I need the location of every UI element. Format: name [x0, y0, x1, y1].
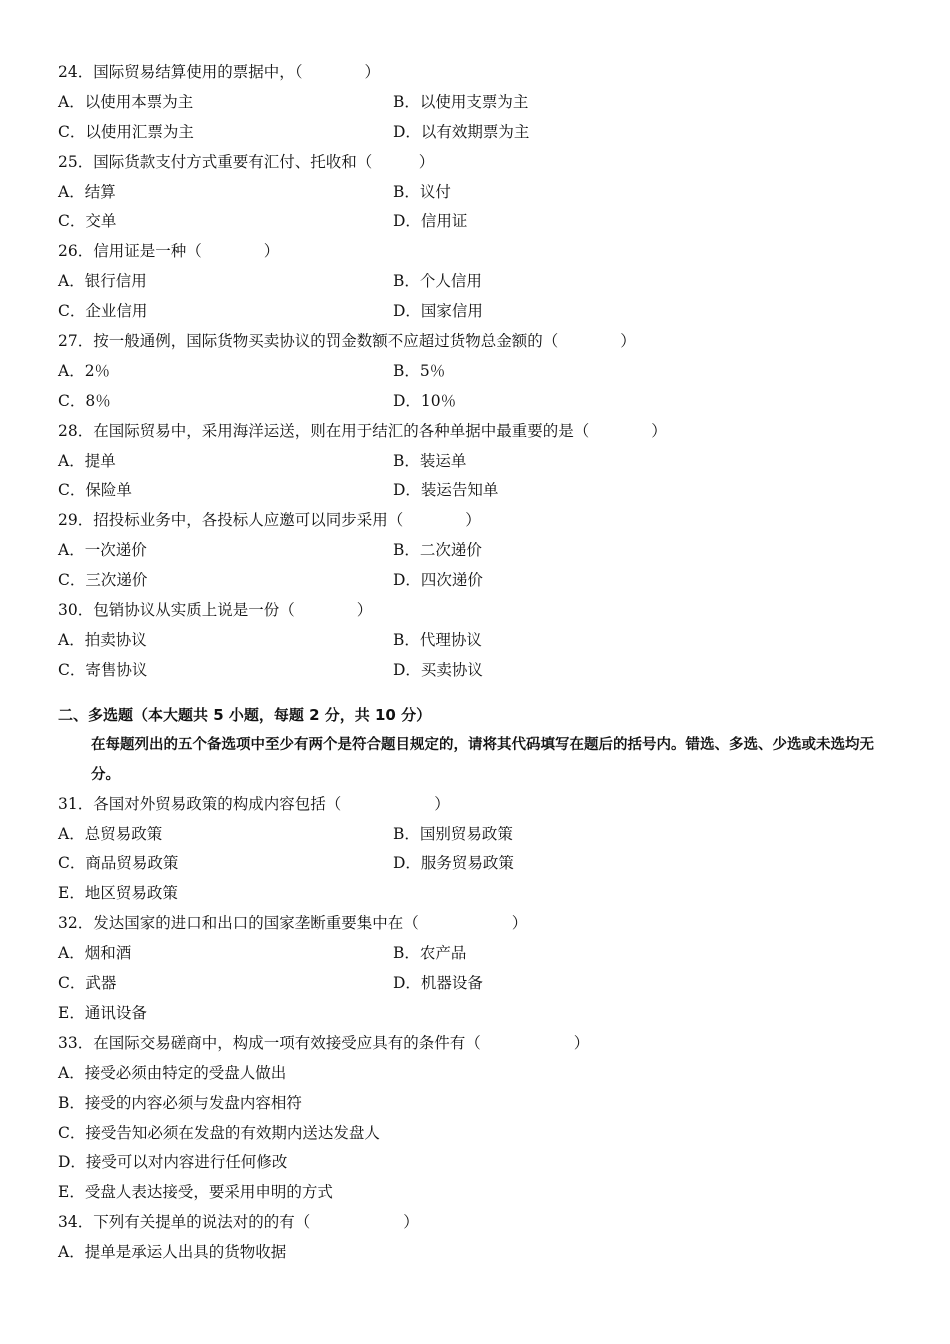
options-row — [58, 267, 898, 297]
option-e: E．地区贸易政策 — [58, 884, 178, 903]
option-e: E．通讯设备 — [58, 1003, 147, 1022]
options-row — [58, 178, 898, 208]
options-row — [58, 357, 898, 387]
options-row — [58, 969, 898, 999]
option-a: A．银行信用 — [58, 272, 147, 291]
question-28: 28．在国际贸易中，采用海洋运送，则在用于结汇的各种单据中最重要的是（ ） — [58, 421, 667, 440]
options-row — [58, 297, 898, 327]
options-row — [58, 207, 898, 237]
options-row — [58, 88, 898, 118]
option-c: C．交单 — [58, 212, 117, 231]
option-b: B．农产品 — [393, 944, 467, 963]
option-a: A．结算 — [58, 182, 116, 201]
section-title: 二、多选题（本大题共 5 小题，每题 2 分，共 10 分） — [58, 705, 432, 724]
option-b: B．以使用支票为主 — [393, 92, 529, 111]
question-31: 31．各国对外贸易政策的构成内容包括（ ） — [58, 794, 450, 813]
option-c: C．企业信用 — [58, 302, 148, 321]
option-a: A．接受必须由特定的受盘人做出 — [58, 1063, 287, 1082]
option-d: D．信用证 — [393, 212, 468, 231]
question-25: 25．国际货款支付方式重要有汇付、托收和（ ） — [58, 152, 435, 171]
option-d: D．以有效期票为主 — [393, 122, 530, 141]
option-b: B．装运单 — [393, 451, 467, 470]
option-d: D．机器设备 — [393, 974, 483, 993]
options-row — [58, 476, 898, 506]
option-c: C．保险单 — [58, 481, 132, 500]
option-b: B．议付 — [393, 182, 451, 201]
option-d: D．国家信用 — [393, 302, 483, 321]
option-c: C．商品贸易政策 — [58, 854, 179, 873]
option-a: A．烟和酒 — [58, 944, 132, 963]
question-32: 32．发达国家的进口和出口的国家垄断重要集中在（ ） — [58, 914, 528, 933]
option-d: D．10％ — [393, 391, 457, 410]
option-c: C．三次递价 — [58, 571, 148, 590]
option-a: A．拍卖协议 — [58, 630, 147, 649]
section-instruction: 在每题列出的五个备选项中至少有两个是符合题目规定的，请将其代码填写在题后的括号内。错选、多选、少选或未选均无分。 — [91, 736, 874, 783]
option-e: E．受盘人表达接受，要采用申明的方式 — [58, 1183, 333, 1202]
question-27: 27．按一般通例，国际货物买卖协议的罚金数额不应超过货物总金额的（ ） — [58, 332, 636, 351]
option-b: B．代理协议 — [393, 630, 482, 649]
option-b: B．国别贸易政策 — [393, 824, 513, 843]
exam-page — [58, 58, 898, 1268]
options-row — [58, 849, 898, 879]
options-row — [58, 820, 898, 850]
options-row — [58, 566, 898, 596]
option-a: A．一次递价 — [58, 541, 147, 560]
option-b: B．个人信用 — [393, 272, 482, 291]
option-d: D．装运告知单 — [393, 481, 499, 500]
question-34: 34．下列有关提单的说法对的的有（ ） — [58, 1213, 419, 1232]
question-33: 33．在国际交易磋商中，构成一项有效接受应具有的条件有（ ） — [58, 1033, 590, 1052]
option-c: C．寄售协议 — [58, 660, 148, 679]
option-a: A．提单是承运人出具的货物收据 — [58, 1243, 287, 1262]
question-24: 24．国际贸易结算使用的票据中，（ ） — [58, 63, 380, 81]
option-c: C．武器 — [58, 974, 117, 993]
options-row — [58, 447, 898, 477]
option-d: D．服务贸易政策 — [393, 854, 514, 873]
options-row — [58, 626, 898, 656]
option-a: A．总贸易政策 — [58, 824, 163, 843]
options-row — [58, 656, 898, 686]
option-c: C．接受告知必须在发盘的有效期内送达发盘人 — [58, 1123, 380, 1142]
option-a: A．提单 — [58, 451, 116, 470]
option-c: C．以使用汇票为主 — [58, 122, 194, 141]
option-a: A．2％ — [58, 361, 111, 380]
question-29: 29．招投标业务中，各投标人应邀可以同步采用（ ） — [58, 511, 481, 530]
option-d: D．接受可以对内容进行任何修改 — [58, 1153, 288, 1172]
question-30: 30．包销协议从实质上说是一份（ ） — [58, 601, 373, 620]
options-row — [58, 118, 898, 148]
option-c: C．8％ — [58, 391, 111, 410]
options-row — [58, 536, 898, 566]
options-row — [58, 939, 898, 969]
option-d: D．四次递价 — [393, 571, 483, 590]
option-b: B．5％ — [393, 361, 446, 380]
question-26: 26．信用证是一种（ ） — [58, 242, 280, 261]
option-b: B．接受的内容必须与发盘内容相符 — [58, 1093, 302, 1112]
option-a: A．以使用本票为主 — [58, 92, 194, 111]
option-d: D．买卖协议 — [393, 660, 483, 679]
options-row — [58, 387, 898, 417]
option-b: B．二次递价 — [393, 541, 482, 560]
